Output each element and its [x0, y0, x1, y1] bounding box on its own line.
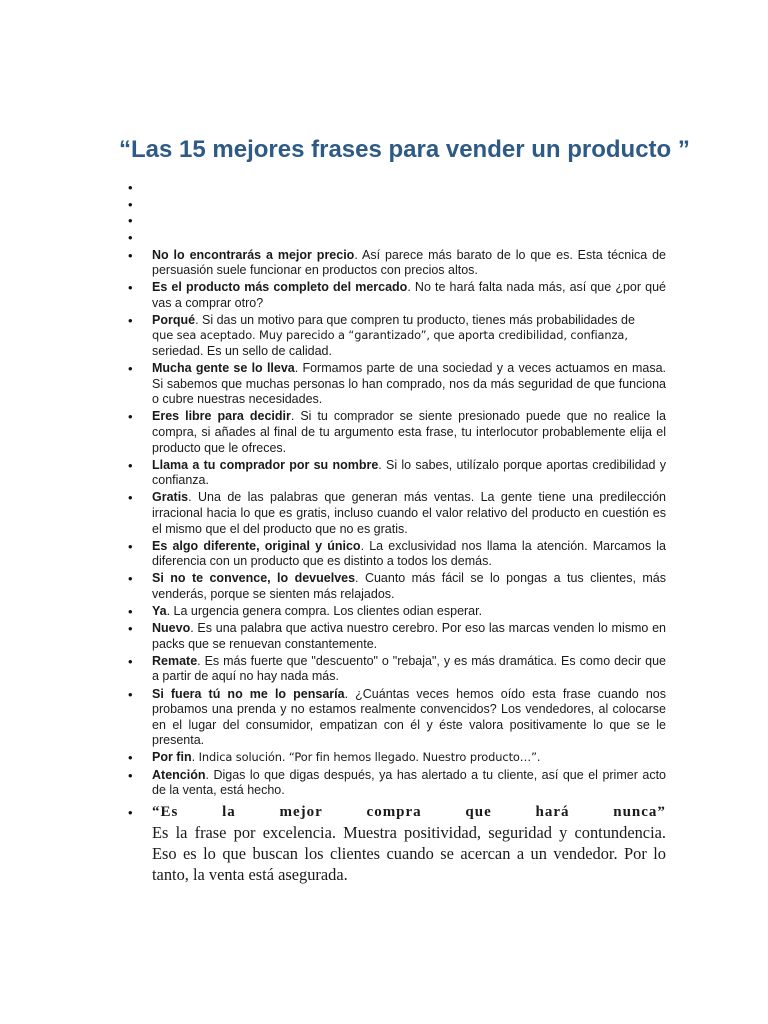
item-keyword: Porqué: [152, 312, 196, 327]
item-text: . Es más fuerte que "descuento" o "rebaja", y es más dramática. Es como decir que a partir de aquí no hay nada más.: [152, 653, 666, 684]
item-text: . Es una palabra que activa nuestro cerebro. Por eso las marcas venden lo mismo en packs que se renuevan constantemente.: [152, 621, 666, 651]
item-text: . Si tu comprador se siente presionado puede que no realice la compra, si añades al final de tu argumento esta frase, tu interlocutor probablemente elija el producto que le ofreces.: [152, 409, 667, 455]
item-keyword: Nuevo: [152, 621, 191, 636]
item-text: . Digas lo que digas después, ya has alertado a tu cliente, así que el primer acto de la venta, está hecho.: [152, 767, 666, 798]
item-keyword: No lo encontrarás a mejor precio: [152, 247, 355, 262]
item-keyword: Atención: [152, 767, 206, 782]
item-keyword: Eres libre para decidir: [152, 409, 291, 424]
item-text: . Una de las palabras que generan más ventas. La gente tiene una predilección irracional hacia lo que es gratis, incluso cuando el valor relativo del producto en cuestión es el mismo que el del producto que no es gratis.: [152, 490, 666, 536]
item-text: que sea aceptado. Muy parecido a “garantizado”, que aporta credibilidad, confianza,: [152, 328, 628, 343]
heading-word: nunca”: [613, 803, 666, 820]
list-item: [122, 768, 666, 799]
heading-word: mejor: [279, 803, 323, 820]
list-item: [122, 539, 666, 570]
list-item: [122, 490, 666, 537]
item-keyword: Ya: [152, 604, 167, 619]
list-item: [122, 458, 666, 489]
item-text: . Cuanto más fácil se lo pongas a tus clientes, más venderás, porque se sienten más relajados.: [152, 571, 666, 601]
item-keyword: Es algo diferente, original y único: [152, 538, 361, 553]
item-text: . Así parece más barato de lo que es. Esta técnica de persuasión suele funcionar en productos con precios altos.: [152, 247, 666, 278]
page-title: “Las 15 mejores frases para vender un producto ”: [119, 136, 690, 163]
list-item: [122, 313, 666, 360]
list-item: [122, 750, 666, 766]
list-item: [122, 687, 666, 749]
item-keyword: Si no te convence, lo devuelves: [152, 571, 356, 586]
empty-bullet: [122, 213, 666, 230]
item-text: . La urgencia genera compra. Los clientes odian esperar.: [166, 604, 483, 619]
item-text: . ¿Cuántas veces hemos oído esta frase cuando nos probamos una prenda y no estamos realmente convencidos? Los vendedores, al colocarse en el lugar del consumidor, empatizan con él y éste valora positivamente lo que se le presenta.: [152, 686, 667, 748]
item-text: . Formamos parte de una sociedad y a veces actuamos en masa. Si sabemos que muchas personas lo han comprado, nos da más seguridad de que funciona o cubre nuestras necesidades.: [152, 361, 666, 407]
list-item: [122, 248, 666, 279]
list-item: [122, 621, 666, 652]
item-keyword: Es el producto más completo del mercado: [152, 280, 408, 295]
featured-body: Es la frase por excelencia. Muestra positividad, seguridad y contundencia. Eso es lo que buscan los clientes cuando se acercan a un vendedor. Por lo tanto, la venta está asegurada.: [152, 822, 666, 884]
heading-word: que: [465, 803, 492, 820]
item-text: . No te hará falta nada más, así que ¿por qué vas a comprar otro?: [152, 280, 667, 310]
list-item: [122, 604, 666, 620]
list-item: [122, 409, 666, 456]
list-item: [122, 571, 666, 602]
item-text: . La exclusividad nos llama la atención. Marcamos la diferencia con un producto que es distinto a todos los demás.: [152, 538, 666, 569]
item-text: . Si lo sabes, utilízalo porque aportas credibilidad y confianza.: [152, 457, 666, 488]
item-text: . Indica solución. “Por fin hemos llegado. Nuestro producto…”.: [191, 750, 541, 765]
item-keyword: Por fin: [152, 750, 192, 765]
list-item: [122, 361, 666, 408]
featured-heading: [152, 803, 666, 822]
item-keyword: Mucha gente se lo lleva: [152, 361, 295, 376]
heading-word: • “Es: [152, 803, 179, 820]
heading-word: compra: [366, 803, 422, 820]
list-item: [122, 654, 666, 685]
list-item-featured: [122, 803, 666, 885]
heading-word: hará: [535, 803, 570, 820]
item-keyword: Si fuera tú no me lo pensaría: [152, 686, 345, 701]
item-keyword: Gratis: [152, 490, 189, 505]
item-text: . Si das un motivo para que compren tu producto, tienes más probabilidades de: [195, 312, 635, 327]
list-item: [122, 280, 666, 311]
item-keyword: Remate: [152, 653, 198, 668]
empty-bullet: [122, 180, 666, 197]
heading-word: la: [222, 803, 236, 820]
item-keyword: Llama a tu comprador por su nombre: [152, 457, 379, 472]
empty-bullet: [122, 230, 666, 247]
empty-bullet: [122, 197, 666, 214]
phrases-list: [122, 180, 666, 885]
item-text: seriedad. Es un sello de calidad.: [152, 344, 332, 359]
